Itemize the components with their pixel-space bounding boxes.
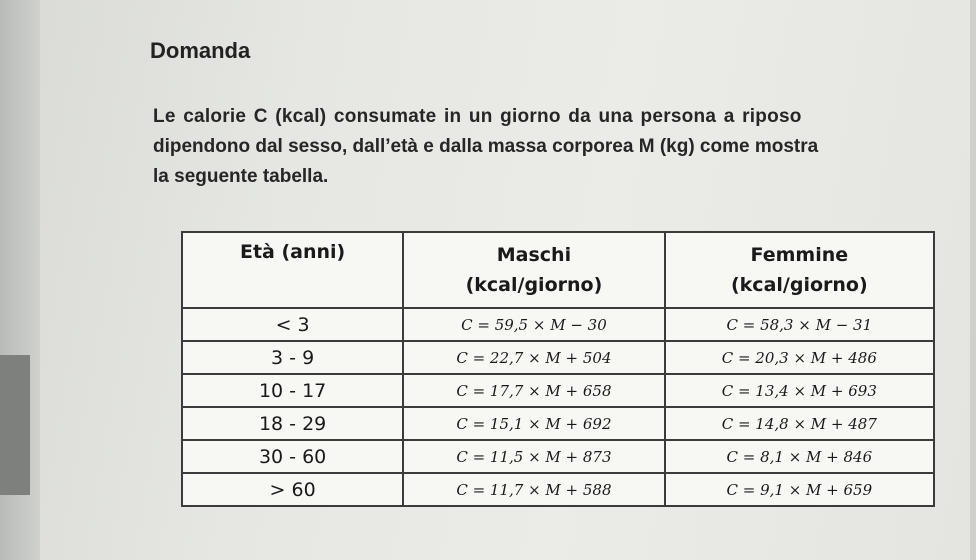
- photo-shadow-block: [0, 355, 30, 495]
- header-male-line-2: (kcal/giorno): [465, 274, 603, 296]
- table-row: [182, 341, 934, 374]
- female-formula-cell: C = 14,8 × M + 487: [665, 407, 934, 440]
- header-female: [665, 232, 934, 308]
- header-age: [182, 232, 403, 308]
- photo-left-edge: [0, 0, 40, 560]
- table-row: [182, 473, 934, 506]
- female-formula-cell: C = 9,1 × M + 659: [665, 473, 934, 506]
- male-formula-cell: C = 11,7 × M + 588: [403, 473, 664, 506]
- age-cell: 10 - 17: [182, 374, 403, 407]
- table-row: [182, 407, 934, 440]
- question-text-line-3: la seguente tabella.: [153, 166, 329, 187]
- male-formula-cell: C = 17,7 × M + 658: [403, 374, 664, 407]
- female-formula-cell: C = 8,1 × M + 846: [665, 440, 934, 473]
- question-text: [153, 102, 965, 192]
- male-formula-cell: C = 59,5 × M − 30: [403, 308, 664, 341]
- male-formula-cell: C = 11,5 × M + 873: [403, 440, 664, 473]
- photo-right-edge: [970, 0, 976, 560]
- calorie-table: [181, 231, 935, 507]
- header-female-line-1: Femmine: [750, 244, 849, 266]
- question-text-line-2: dipendono dal sesso, dall’età e dalla massa corporea M (kg) come mostra: [153, 136, 819, 157]
- header-male-line-1: Maschi: [496, 244, 572, 266]
- age-cell: 18 - 29: [182, 407, 403, 440]
- table-header-row: [182, 232, 934, 308]
- question-heading: Domanda: [150, 38, 251, 63]
- age-cell: 30 - 60: [182, 440, 403, 473]
- female-formula-cell: C = 58,3 × M − 31: [665, 308, 934, 341]
- table-row: [182, 308, 934, 341]
- male-formula-cell: C = 15,1 × M + 692: [403, 407, 664, 440]
- age-cell: > 60: [182, 473, 403, 506]
- female-formula-cell: C = 20,3 × M + 486: [665, 341, 934, 374]
- male-formula-cell: C = 22,7 × M + 504: [403, 341, 664, 374]
- header-female-line-2: (kcal/giorno): [730, 274, 868, 296]
- question-text-line-1: Le calorie C (kcal) consumate in un giorno da una persona a riposo: [153, 106, 802, 127]
- age-cell: < 3: [182, 308, 403, 341]
- header-age-label: Età (anni): [239, 241, 346, 263]
- table-row: [182, 440, 934, 473]
- female-formula-cell: C = 13,4 × M + 693: [665, 374, 934, 407]
- header-male: [403, 232, 664, 308]
- table-row: [182, 374, 934, 407]
- age-cell: 3 - 9: [182, 341, 403, 374]
